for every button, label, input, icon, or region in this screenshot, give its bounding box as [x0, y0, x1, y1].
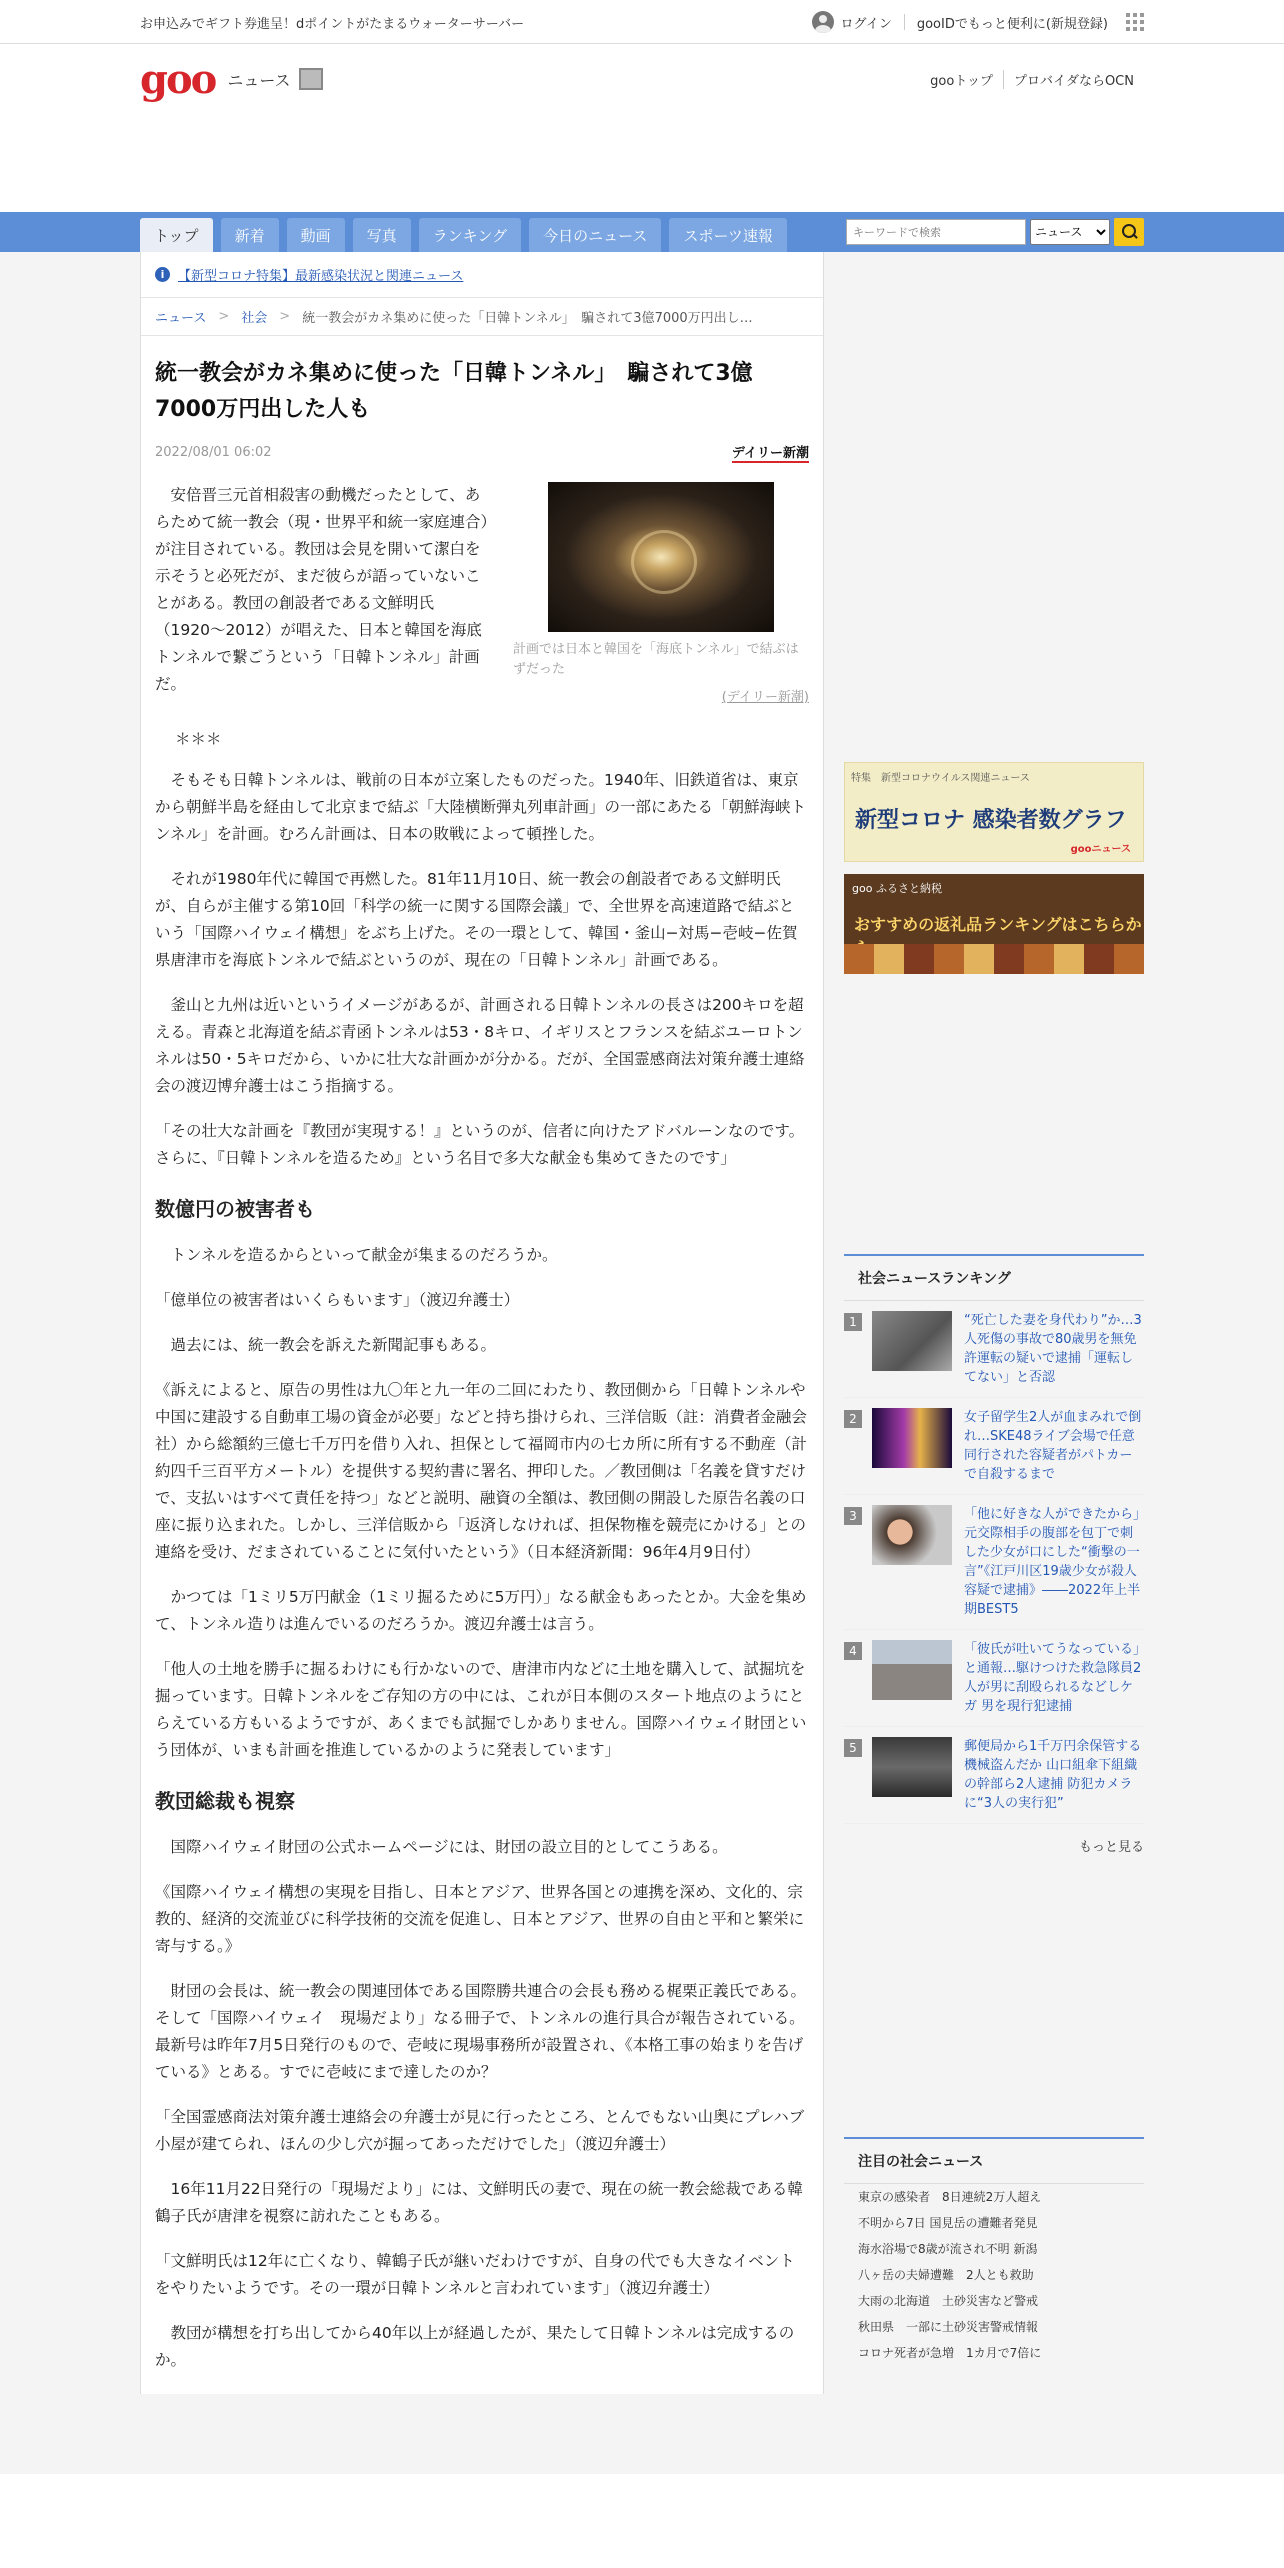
top-strip [0, 0, 1284, 44]
ocn-link[interactable]: プロバイダならOCN [1003, 70, 1144, 89]
hot-news-item[interactable]: 東京の感染者 8日連続2万人超え [858, 2190, 1042, 2204]
article-paragraph: トンネルを造るからといって献金が集まるのだろうか。 [170, 1246, 558, 1264]
hot-news-item[interactable]: コロナ死者が急増 1カ月で7倍に [858, 2346, 1042, 2360]
section-name: ニュース [227, 70, 291, 90]
ranking-box [844, 1254, 1144, 1867]
chevron-right-icon: > [218, 309, 230, 324]
article-paragraph: 「文鮮明氏は12年に亡くなり、韓鶴子氏が継いだわけですが、自身の代でも大きなイベントをやりたいようです。その一環が日韓トンネルと言われています」（渡辺弁護士） [155, 2252, 795, 2297]
banner-label: goo ふるさと納税 [852, 882, 942, 895]
article-paragraph: 国際ハイウェイ財団の公式ホームページには、財団の設立目的としてこうある。 [170, 1838, 728, 1856]
hot-news-item[interactable]: 不明から7日 国見岳の遭難者発見 [858, 2216, 1038, 2230]
article-paragraph: そもそも日韓トンネルは、戦前の日本が立案したものだった。1940年、旧鉄道省は、東京から朝鮮半島を経由して北京まで結ぶ「大陸横断弾丸列車計画」の一部にあたる「朝鮮海峡トンネル」を計画。むろん計画は、日本の敗戦によって頓挫した。 [155, 771, 807, 843]
ranking-item[interactable] [844, 1630, 1144, 1727]
nav-tabs [140, 218, 795, 252]
header-links [920, 70, 1144, 89]
login-link[interactable]: ログイン [840, 16, 892, 32]
ad-space [844, 974, 1144, 1254]
rank-thumbnail [872, 1737, 952, 1797]
page-body [0, 252, 1284, 2474]
tab-video[interactable]: 動画 [287, 218, 345, 252]
article-meta [155, 440, 809, 464]
rank-thumbnail [872, 1408, 952, 1468]
banner-title: 新型コロナ 感染者数グラフ [855, 808, 1127, 833]
article [141, 356, 823, 2374]
article-paragraph: 財団の会長は、統一教会の関連団体である国際勝共連合の会長も務める梶栗正義氏である。そして「国際ハイウェイ 現場だより」なる冊子で、トンネルの進行具合が報告されている。最新号は昨年7月5日発行のもので、壱岐に現場事務所が設置され、《本格工事の始まりを告げている》とある。すでに壱岐にまで達したのか？ [155, 1982, 807, 2081]
rank-number: 5 [844, 1739, 862, 1757]
search-icon[interactable] [1114, 218, 1144, 246]
hot-news-item[interactable]: 海水浴場で8歳が流され不明 新潟 [858, 2242, 1038, 2256]
rank-headline[interactable]: 女子留学生2人が血まみれで倒れ…SKE48ライブ会場で任意同行された容疑者がパトカーで自殺するまで [964, 1410, 1142, 1482]
article-paragraph: 《訴えによると、原告の男性は九〇年と九一年の二回にわたり、教団側から「日韓トンネルや中国に建設する自動車工場の資金が必要」などと持ち掛けられ、三洋信販（註：消費者金融会社）から総額約三億七千万円を借り入れ、担保として福岡市内の七カ所に所有する不動産（計約四千三百平方メートル）を提供する契約書に署名、押印した。／教団側は「名義を貸すだけで、支払いはすべて責任を持つ」などと説明、融資の全額は、教団側の開設した原告名義の口座に振り込まれた。しかし、三洋信販から「返済しなければ、担保物権を競売にかける」との連絡を受け、だまされていることに気付いたという》（日本経済新聞：96年4月9日付） [155, 1381, 807, 1561]
article-title: 統一教会がカネ集めに使った「日韓トンネル」 騙されて3億7000万円出した人も [155, 361, 753, 422]
divider [904, 14, 905, 30]
article-paragraph: 「億単位の被害者はいくらもいます」（渡辺弁護士） [155, 1291, 520, 1309]
newspaper-icon [299, 68, 323, 90]
article-lead [155, 482, 809, 705]
ranking-item[interactable] [844, 1301, 1144, 1398]
photo-caption: 計画では日本と韓国を「海底トンネル」で結ぶはずだった [513, 642, 799, 677]
rank-thumbnail [872, 1640, 952, 1700]
search-input[interactable] [846, 219, 1026, 245]
article-figure [513, 482, 809, 705]
user-area [812, 11, 1144, 33]
tab-ranking[interactable]: ランキング [419, 218, 522, 252]
rank-headline[interactable]: 「他に好きな人ができたから」元交際相手の腹部を包丁で刺した少女が口にした“衝撃の一言”《江戸川区19歳少女が殺人容疑で逮捕》――2022年上半期BEST5 [964, 1507, 1141, 1617]
goo-logo: goo [140, 55, 216, 103]
breadcrumb-news[interactable]: ニュース [155, 311, 207, 326]
article-paragraph: 教団が構想を打ち出してから40年以上が経過したが、果たして日韓トンネルは完成するのか。 [155, 2324, 795, 2369]
rank-headline[interactable]: 郵便局から1千万円余保管する機械盗んだか 山口組傘下組織の幹部ら2人逮捕 防犯カメラに“3人の実行犯” [964, 1739, 1142, 1811]
rank-thumbnail [872, 1505, 952, 1565]
article-date: 2022/08/01 06:02 [155, 444, 272, 460]
rank-thumbnail [872, 1311, 952, 1371]
article-paragraph: それが1980年代に韓国で再燃した。81年11月10日、統一教会の創設者である文鮮明氏が、自らが主催する第10回「科学の統一に関する国際会議」で、全世界を高速道路で結ぶという「国際ハイウェイ構想」をぶち上げた。その一環として、韓国・釜山−対馬−壱岐−佐賀県唐津市を海底トンネルで結ぶというのが、現在の「日韓トンネル」計画である。 [155, 870, 798, 969]
rank-headline[interactable]: “死亡した妻を身代わり”か…3人死傷の事故で80歳男を無免許運転の疑いで逮捕「運転してない」と否認 [964, 1313, 1142, 1385]
ad-space [844, 252, 1144, 762]
site-header [0, 44, 1284, 212]
ranking-item[interactable] [844, 1727, 1144, 1824]
hot-news-item[interactable]: 八ヶ岳の夫婦遭難 2人とも救助 [858, 2268, 1034, 2282]
banner-label: 特集 新型コロナウイルス関連ニュース [851, 773, 1030, 784]
rank-number: 4 [844, 1642, 862, 1660]
search-scope-select[interactable] [1030, 219, 1110, 245]
tab-sports[interactable]: スポーツ速報 [669, 218, 786, 252]
subheading: 数億円の被害者も [155, 1197, 315, 1221]
more-link[interactable]: もっと見る [1078, 1840, 1144, 1855]
article-paragraph: 16年11月22日発行の「現場だより」には、文鮮明氏の妻で、現在の統一教会総裁である韓鶴子氏が唐津を視察に訪れたこともある。 [155, 2180, 803, 2225]
tab-new[interactable]: 新着 [221, 218, 279, 252]
tab-top[interactable]: トップ [140, 218, 213, 252]
promo-link[interactable]: お申込みでギフト券進呈！dポイントがたまるウォーターサーバー [140, 16, 525, 32]
hot-news-item[interactable]: 秋田県 一部に土砂災害警戒情報 [858, 2320, 1039, 2334]
ranking-title: 社会ニュースランキング [844, 1256, 1144, 1301]
sidebar [844, 252, 1144, 2394]
article-paragraph: 過去には、統一教会を訴えた新聞記事もある。 [170, 1336, 497, 1354]
section-separator: ＊＊＊ [175, 730, 222, 748]
ranking-item[interactable] [844, 1398, 1144, 1495]
photo-credit[interactable]: (デイリー新潮) [721, 690, 809, 705]
corona-graph-banner[interactable] [844, 762, 1144, 862]
rank-headline[interactable]: 「彼氏が吐いてうなっている」と通報…駆けつけた救急隊員2人が男に刮殴られるなどしケガ 男を現行犯逮捕 [964, 1642, 1142, 1714]
lead-paragraph: 安倍晋三元首相殺害の動機だったとして、あらためて統一教会（現・世界平和統一家庭連合）が注目されている。教団は会見を開いて潔白を示そうと必死だが、まだ彼らが語っていないことがある。教団の創設者である文鮮明氏（1920〜2012）が唱えた、日本と韓国を海底トンネルで繋ごうという「日韓トンネル」計画だ。 [155, 486, 489, 693]
info-icon: i [155, 267, 170, 282]
main-nav [0, 212, 1284, 252]
goo-top-link[interactable]: gooトップ [930, 73, 993, 89]
tab-photo[interactable]: 写真 [353, 218, 411, 252]
breadcrumb-society[interactable]: 社会 [241, 311, 268, 326]
subheading: 教団総裁も視察 [155, 1789, 295, 1813]
article-paragraph: 「全国霊感商法対策弁護士連絡会の弁護士が見に行ったところ、とんでもない山奥にプレハブ小屋が建てられ、ほんの少し穴が掘ってあっただけでした」（渡辺弁護士） [155, 2108, 805, 2153]
breadcrumb [141, 298, 823, 336]
hot-news-title: 注目の社会ニュース [844, 2137, 1144, 2184]
rank-number: 3 [844, 1507, 862, 1525]
article-paragraph: 釜山と九州は近いというイメージがあるが、計画される日韓トンネルの長さは200キロを超える。青森と北海道を結ぶ青函トンネルは53・8キロ、イギリスとフランスを結ぶユーロトンネルは50・5キロだから、いかに壮大な計画かが分かる。だが、全国霊感商法対策弁護士連絡会の渡辺博弁護士はこう指摘する。 [155, 996, 805, 1095]
banner-footer: gooニュース [1070, 844, 1131, 855]
breadcrumb-current: 統一教会がカネ集めに使った「日韓トンネル」 騙されて3億7000万円出し… [302, 311, 753, 326]
article-paragraph: 「他人の土地を勝手に掘るわけにも行かないので、唐津市内などに土地を購入して、試掘坑を掘っています。日韓トンネルをご存知の方の中には、これが日本側のスタート地点のようにとらえている方もいるようですが、あくまでも試掘でしかありません。国際ハイウェイ財団という団体が、いまも計画を推進しているかのように発表しています」 [155, 1660, 807, 1759]
user-icon [812, 11, 834, 33]
goo-news-logo[interactable] [140, 56, 323, 103]
tunnel-photo[interactable] [548, 482, 774, 632]
furusato-banner[interactable] [844, 874, 1144, 974]
rank-number: 2 [844, 1410, 862, 1428]
rank-number: 1 [844, 1313, 862, 1331]
notice-link[interactable]: 【新型コロナ特集】最新感染状況と関連ニュース [178, 269, 464, 284]
article-paragraph: かつては「1ミリ5万円献金（1ミリ掘るために5万円）」なる献金もあったとか。大金を集めて、トンネル造りは進んでいるのだろうか。渡辺弁護士は言う。 [155, 1588, 807, 1633]
main-column [140, 252, 824, 2394]
chevron-right-icon: > [279, 309, 291, 324]
corona-notice[interactable] [141, 252, 823, 298]
article-paragraph: 「その壮大な計画を『教団が実現する！』というのが、信者に向けたアドバルーンなのです。さらに、『日韓トンネルを造るため』という名目で多大な献金も集めてきたのです」 [155, 1122, 805, 1167]
ad-space [844, 1867, 1144, 2137]
tab-today[interactable]: 今日のニュース [529, 218, 661, 252]
source-logo[interactable]: デイリー新潮 [732, 442, 809, 463]
article-paragraph: 《国際ハイウェイ構想の実現を目指し、日本とアジア、世界各国との連携を深め、文化的、宗教的、経済的交流並びに科学技術的交流を促進し、日本とアジア、世界の自由と平和と繁栄に寄与する。》 [155, 1883, 805, 1955]
register-link[interactable]: gooIDでもっと便利に(新規登録) [916, 16, 1108, 32]
ranking-item[interactable] [844, 1495, 1144, 1630]
apps-grid-icon[interactable] [1126, 13, 1144, 31]
banner-title: おすすめの返礼品ランキングはこちらか [854, 915, 1142, 934]
food-image [844, 944, 1144, 974]
search-form [846, 212, 1144, 252]
hot-news-item[interactable]: 大雨の北海道 土砂災害など警戒 [858, 2294, 1039, 2308]
